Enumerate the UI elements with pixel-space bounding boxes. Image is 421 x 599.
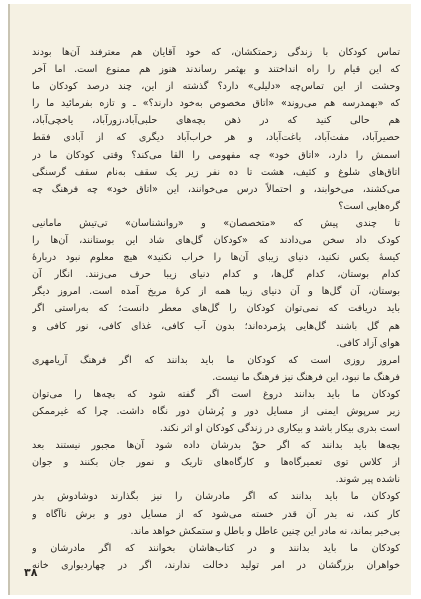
text-line: امروز روزی است که کودکان ما باید بدانند که اگر فرهنگ آریامهری xyxy=(32,354,400,366)
text-line: بوستان، آن گل‌ها و آن دنیای زیبا همه از کرهٔ مریخ آمده است. امروز دیگر xyxy=(32,286,400,298)
text-line: کودک داد سخن می‌دادند که «کودکان گل‌های شاد این بوستانند، آن‌ها را xyxy=(32,235,400,247)
text-line: کار کند، نه بدر آن قدر خسته می‌شود که از مسایل دور و برش ناآگاه و xyxy=(32,508,400,520)
text-line: اتاق‌های شلوغ و کثیف، هشت تا ده نفر زیر یک سقف به‌نام سقف گرسنگی xyxy=(32,166,400,178)
text-line: وحشت از این تماس‌چه «دلیلی» دارد؟ گذشته از این، چند درصد کودکان ما xyxy=(32,81,400,93)
book-page xyxy=(8,4,411,595)
text-line: کودکان ما باید بدانند و در کتاب‌هاشان بخوانند که اگر مادرشان و xyxy=(32,542,400,554)
text-line: ناشده پیر شوند. xyxy=(335,474,400,486)
text-line: کدام بوستان، کدام گل‌ها، و کدام دنیای زیبا حرف می‌زنند. انگار آن xyxy=(32,269,400,281)
text-line: بی‌خبر بماند، نه مادر این چنین عاطل و باطل و ستمکش خواهد ماند. xyxy=(130,525,400,537)
page-number: ۳۸ xyxy=(24,566,38,579)
text-line: از کلاس توی تعمیرگاه‌ها و کارگاه‌های تاریک و نمور جان بکنند و جوان xyxy=(32,457,400,469)
text-line: کودکان ما باید بدانند که اگر مادرشان را نیز بگذارند دوشادوش بدر xyxy=(32,491,400,503)
text-line: که «بهمدرسه هم می‌روند» «اتاق مخصوص به‌خود دارند؟» ـ و تازه بفرمائید ما را xyxy=(32,98,400,110)
text-line: کیسهٔ بکس نکنید، دنیای زیبای آن‌ها را خراب نکنید» هیچ معلوم نبود دربارهٔ xyxy=(32,252,400,264)
text-line: اسمش را دارد، «اتاق خود» چه مفهومی را القا می‌کند؟ وقتی کودکان ما در xyxy=(32,149,400,161)
body-text xyxy=(32,44,400,574)
text-line: تماس کودکان با زندگی زحمتکشان، که خود آقایان هم معترفند آن‌ها بودند xyxy=(32,47,400,58)
text-line: گره‌هایی است؟ xyxy=(338,200,400,212)
text-line: کودکان ما باید بدانند دروغ است اگر گفته شود که بچه‌ها را می‌توان xyxy=(32,388,400,400)
text-line: فرهنگ ما نبود، این فرهنگ نیز فرهنگ ما نیست. xyxy=(212,371,400,383)
text-line: زیر سرپوش ایمنی از مسایل دور و پُرشان دور نگاه داشت. چرا که غیرممکن xyxy=(32,405,400,417)
text-line: حصیرآباد، مفت‌آباد، باغت‌آباد، و هر خراب‌آباد دیگری که از آبادی فقط xyxy=(32,132,400,144)
text-line: می‌کشند، می‌خوابند، و احتمالاً درس می‌خوانند، این «اتاق خود» چه فرهنگ چه xyxy=(32,183,400,195)
text-line: خواهران بزرگشان در امر تولید دخالت ندارند، اگر در چهاردیواری خانه xyxy=(32,559,400,571)
text-line: که این قیام را راه انداختند و بهثمر رساندند هنوز هم ممنوع است. اما آخر xyxy=(32,64,400,76)
text-line: تا چندی پیش که «متخصصان» و «روانشناسان» تی‌تیش مامانیی xyxy=(32,217,400,229)
text-line: هوای آزاد کافی. xyxy=(336,337,400,349)
text-line: هم گل باشند گل‌هایی پژمرده‌اند؛ بدون آب کافی، غذای کافی، نور کافی و xyxy=(32,320,400,332)
text-line: است بدری بیکار باشد و بیکاری در زندگی کودکان او اثر نکند. xyxy=(159,423,400,435)
text-line: باید دریافت که نمی‌توان کودکان را گل‌های معطر دانست؛ که به‌راستی اگر xyxy=(32,303,400,315)
text-line: بچه‌ها باید بدانند که اگر حقّ بدرشان داده شود آن‌ها مجبور نیستند بعد xyxy=(32,440,400,452)
text-line: هم حالی کنید که در ذهن بچه‌های حلبی‌آباد،زورآباد، یاخچی‌آباد، xyxy=(32,115,400,127)
